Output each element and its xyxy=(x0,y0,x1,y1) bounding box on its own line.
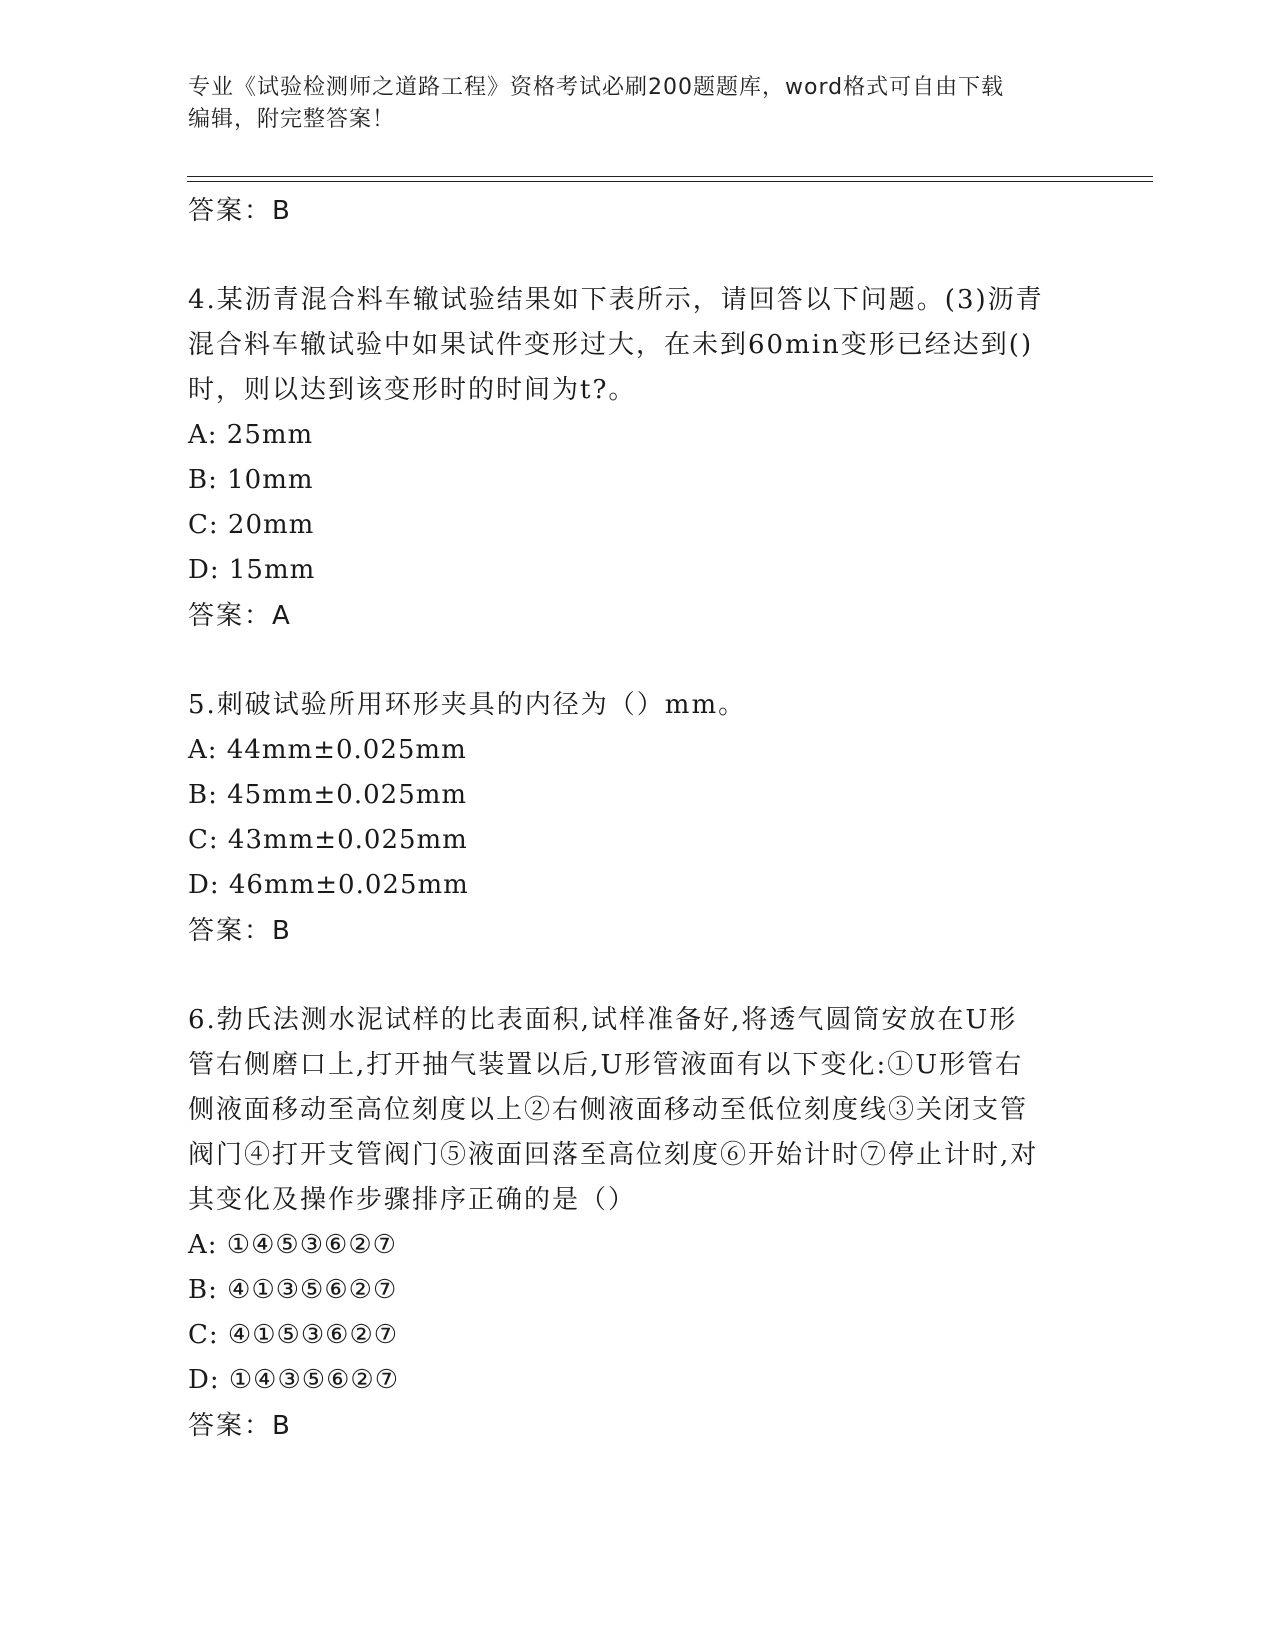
question-text-line: 时，则以达到该变形时的时间为t?。 xyxy=(188,375,637,405)
question-text-line: 管右侧磨口上,打开抽气装置以后,U形管液面有以下变化:①U形管右 xyxy=(188,1050,1024,1080)
answer-line: 答案：A xyxy=(188,601,292,631)
option-a: A: ①④⑤③⑥②⑦ xyxy=(188,1230,397,1260)
question-text-line: 4.某沥青混合料车辙试验结果如下表所示，请回答以下问题。(3)沥青 xyxy=(188,285,1044,315)
option-a: A: 25mm xyxy=(188,420,314,450)
answer-line: 答案：B xyxy=(188,916,292,946)
option-b: B: 45mm±0.025mm xyxy=(188,780,468,810)
question-text-line: 阀门④打开支管阀门⑤液面回落至高位刻度⑥开始计时⑦停止计时,对 xyxy=(188,1140,1039,1170)
question-text-line: 其变化及操作步骤排序正确的是（） xyxy=(188,1185,637,1215)
header-line-1: 专业《试验检测师之道路工程》资格考试必刷200题题库，word格式可自由下载 xyxy=(188,75,1005,100)
option-d: D: 46mm±0.025mm xyxy=(188,870,469,900)
option-b: B: ④①③⑤⑥②⑦ xyxy=(188,1275,398,1305)
option-c: C: ④①⑤③⑥②⑦ xyxy=(188,1320,399,1350)
answer-line: 答案：B xyxy=(188,1411,292,1441)
document-body xyxy=(188,188,1088,1449)
question-text-line: 侧液面移动至高位刻度以上②右侧液面移动至低位刻度线③关闭支管 xyxy=(188,1095,1029,1125)
header-line-2: 编辑，附完整答案！ xyxy=(188,107,396,132)
option-c: C: 20mm xyxy=(188,510,315,540)
question-text-line: 5.刺破试验所用环形夹具的内径为（）mm。 xyxy=(188,690,747,720)
header-divider-bottom xyxy=(187,181,1153,182)
option-d: D: ①④③⑤⑥②⑦ xyxy=(188,1365,400,1395)
question-text-line: 6.勃氏法测水泥试样的比表面积,试样准备好,将透气圆筒安放在U形 xyxy=(188,1005,1018,1035)
header-divider-top xyxy=(187,176,1153,177)
question-text xyxy=(188,998,1068,1223)
question-block xyxy=(188,998,1088,1449)
option-d: D: 15mm xyxy=(188,555,316,585)
answer-line: 答案：B xyxy=(188,196,292,226)
option-c: C: 43mm±0.025mm xyxy=(188,825,468,855)
option-a: A: 44mm±0.025mm xyxy=(188,735,467,765)
question-block xyxy=(188,683,1088,954)
question-text xyxy=(188,278,1068,413)
question-block xyxy=(188,278,1088,639)
option-b: B: 10mm xyxy=(188,465,314,495)
question-text xyxy=(188,683,1068,728)
question-text-line: 混合料车辙试验中如果试件变形过大，在未到60min变形已经达到() xyxy=(188,330,1034,360)
page-header xyxy=(188,72,1068,136)
